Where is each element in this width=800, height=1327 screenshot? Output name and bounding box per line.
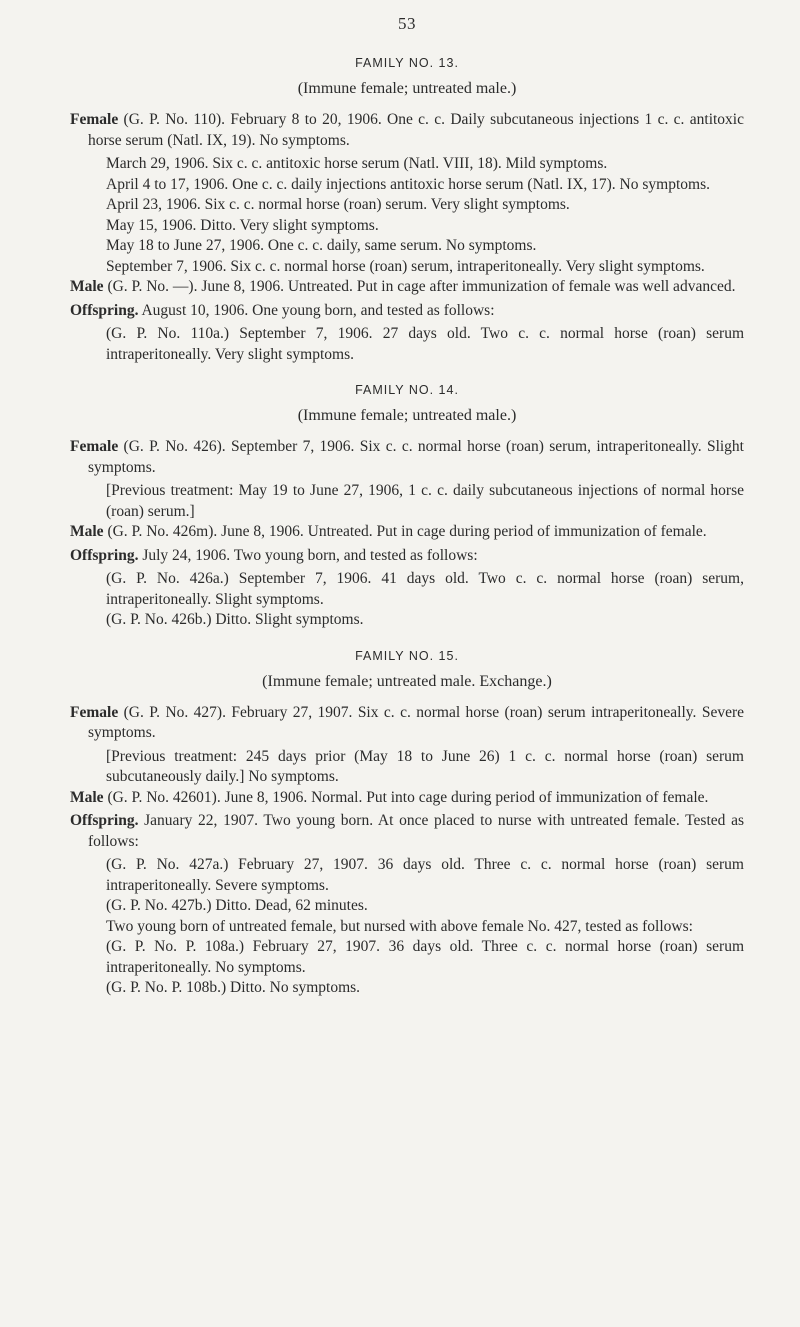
detail-line: March 29, 1906. Six c. c. antitoxic horse serum (Natl. VIII, 18). Mild symptoms.: [106, 155, 608, 172]
family-14-section: [70, 383, 744, 631]
family-13-section: [70, 56, 744, 365]
detail-line: (G. P. No. P. 108a.) February 27, 1907. 36 days old. Three c. c. normal horse (roan) serum intraperitoneally. No symptoms.: [106, 938, 744, 976]
male-text: (G. P. No. 426m). June 8, 1906. Untreated. Put in cage during period of immunization of female.: [103, 523, 707, 540]
detail-line: (G. P. No. 426b.) Ditto. Slight symptoms.: [106, 611, 364, 628]
female-label: Female: [70, 111, 119, 128]
family-heading: FAMILY NO. 15.: [355, 648, 459, 663]
offspring-details: [88, 569, 744, 631]
offspring-entry: [70, 811, 744, 852]
female-details: [88, 747, 744, 788]
detail-line: April 23, 1906. Six c. c. normal horse (roan) serum. Very slight symptoms.: [106, 196, 570, 213]
offspring-entry: [70, 546, 744, 567]
detail-line: (G. P. No. P. 108b.) Ditto. No symptoms.: [106, 979, 361, 996]
female-entry: [70, 110, 744, 151]
female-label: Female: [70, 703, 119, 721]
male-label: Male: [70, 278, 104, 295]
offspring-entry: [70, 301, 744, 322]
detail-line: May 15, 1906. Ditto. Very slight symptoms.: [106, 216, 379, 234]
page-number: 53: [398, 14, 416, 33]
male-text: (G. P. No. 42601). June 8, 1906. Normal. Put into cage during period of immunization of female.: [103, 788, 709, 806]
detail-line: May 18 to June 27, 1906. One c. c. daily, same serum. No symptoms.: [106, 237, 537, 254]
offspring-details: [88, 324, 744, 365]
offspring-text: July 24, 1906. Two young born, and tested as follows:: [138, 546, 478, 564]
offspring-text: August 10, 1906. One young born, and tested as follows:: [138, 301, 495, 319]
offspring-label: Offspring.: [70, 812, 139, 829]
female-details: [88, 154, 744, 277]
detail-line: [Previous treatment: 245 days prior (May 18 to June 26) 1 c. c. normal horse (roan) serum subcutaneously daily.] No symptoms.: [106, 747, 744, 785]
family-subheading: (Immune female; untreated male.): [297, 80, 517, 97]
detail-line: September 7, 1906. Six c. c. normal horse (roan) serum, intraperitoneally. Very slight symptoms.: [106, 257, 705, 275]
female-text: (G. P. No. 110). February 8 to 20, 1906. One c. c. Daily subcutaneous injections 1 c. c. antitoxic horse serum (Natl. IX, 19). No symptoms.: [88, 111, 744, 149]
male-text: (G. P. No. —). June 8, 1906. Untreated. Put in cage after immunization of female was well advanced.: [103, 278, 736, 295]
detail-line: (G. P. No. 426a.) September 7, 1906. 41 days old. Two c. c. normal horse (roan) serum, intraperitoneally. Slight symptoms.: [106, 570, 744, 608]
detail-line: Two young born of untreated female, but nursed with above female No. 427, tested as follows:: [106, 917, 693, 935]
female-entry: [70, 703, 744, 744]
female-text: (G. P. No. 427). February 27, 1907. Six c. c. normal horse (roan) serum intraperitoneally. Severe symptoms.: [88, 703, 744, 741]
detail-line: April 4 to 17, 1906. One c. c. daily injections antitoxic horse serum (Natl. IX, 17). No symptoms.: [106, 175, 710, 193]
male-entry: [70, 788, 744, 809]
offspring-label: Offspring.: [70, 546, 139, 564]
detail-line: (G. P. No. 427b.) Ditto. Dead, 62 minutes.: [106, 897, 368, 914]
family-subheading: (Immune female; untreated male.): [297, 407, 517, 424]
male-label: Male: [70, 788, 104, 806]
male-entry: [70, 277, 744, 298]
offspring-text: January 22, 1907. Two young born. At once placed to nurse with untreated female. Tested as follows:: [88, 812, 744, 850]
detail-line: (G. P. No. 110a.) September 7, 1906. 27 days old. Two c. c. normal horse (roan) serum intraperitoneally. Very slight symptoms.: [106, 325, 744, 363]
female-details: [88, 481, 744, 522]
family-heading: FAMILY NO. 14.: [355, 383, 459, 397]
family-heading: FAMILY NO. 13.: [355, 56, 459, 70]
female-entry: [70, 437, 744, 478]
detail-line: [Previous treatment: May 19 to June 27, 1906, 1 c. c. daily subcutaneous injections of normal horse (roan) serum.]: [106, 482, 744, 520]
detail-line: (G. P. No. 427a.) February 27, 1907. 36 days old. Three c. c. normal horse (roan) serum intraperitoneally. Severe symptoms.: [106, 856, 744, 894]
family-subheading: (Immune female; untreated male. Exchange.): [262, 672, 552, 690]
male-entry: [70, 522, 744, 543]
female-label: Female: [70, 438, 119, 455]
male-label: Male: [70, 523, 104, 540]
family-15-section: [70, 649, 744, 999]
offspring-details: [88, 855, 744, 999]
offspring-label: Offspring.: [70, 301, 139, 319]
female-text: (G. P. No. 426). September 7, 1906. Six c. c. normal horse (roan) serum, intraperitoneally. Slight symptoms.: [88, 438, 744, 476]
